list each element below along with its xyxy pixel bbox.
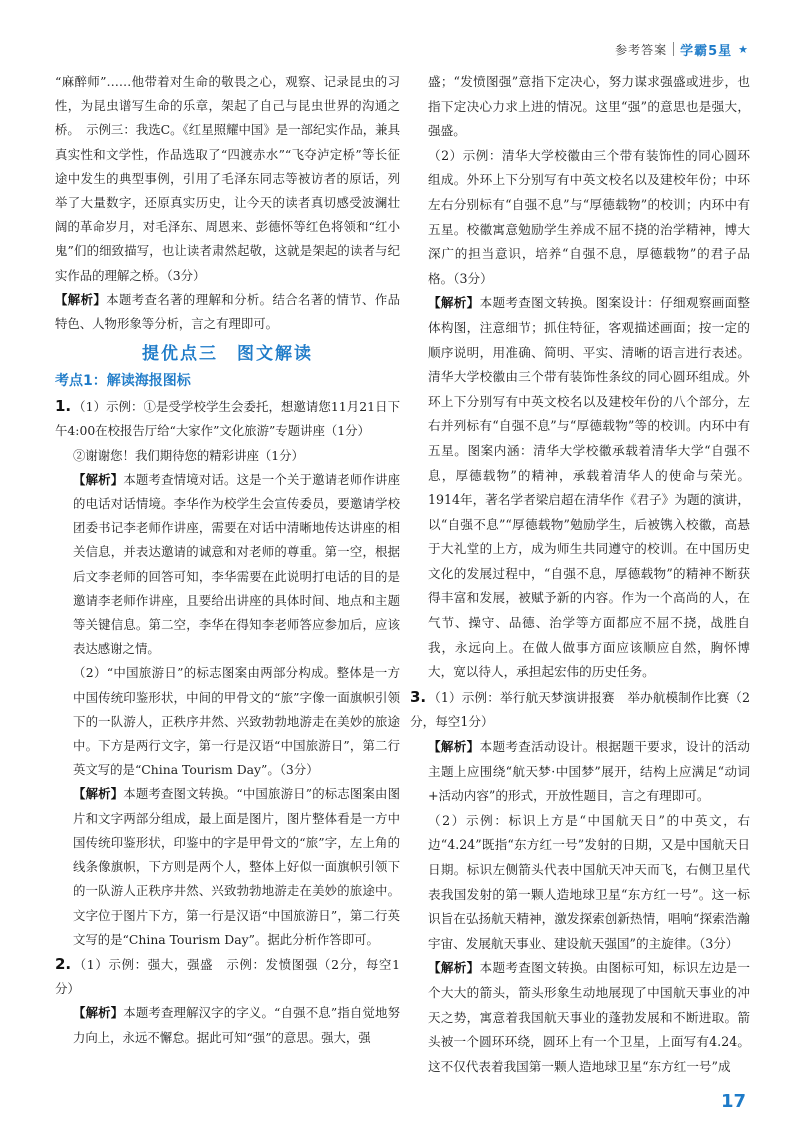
analysis-text: 本题考查图文转换。“中国旅游日”的标志图案由图片和文字两部分组成，最上面是图片，图片整体看是一方中国传统印鉴形状，印鉴中的字是甲骨文的“旅”字，左上角的线条像旗帜，下方则是两个人，整体上好似一面旗帜引领下的一队游人正秩序井然、兴致勃勃地游走在美妙的旅途中。文字位于图片下方，第一行是汉语“中国旅游日”，第二行英文写的是“China Tourism Day”。据此分析作答即可。	[73, 786, 400, 947]
analysis-text: 本题考查活动设计。根据题干要求，设计的活动主题上应围绕“航天梦·中国梦”展开，结构上应满足“动词+活动内容”的形式，开放性题目，言之有理即可。	[428, 739, 751, 804]
analysis-text: 本题考查图文转换。由图标可知，标识左边是一个大大的箭头，箭头形象生动地展现了中国航天事业的冲天之势，寓意着我国航天事业的蓬勃发展和不断进取。箭头被一个圆环环绕，圆环上有一个卫星，上面写有4.24。这不仅代表着我国第一颗人造地球卫星“东方红一号”成	[428, 960, 751, 1074]
analysis-paragraph	[55, 782, 400, 951]
section-title: 提优点三 图文解读	[142, 344, 313, 365]
left-column	[55, 70, 400, 1050]
question-2-answer-1	[55, 952, 400, 1001]
analysis-paragraph	[428, 291, 750, 685]
header-divider	[673, 42, 674, 56]
analysis-text: 本题考查图文转换。图案设计：仔细观察画面整体构图，注意细节；抓住特征，客观描述画面；按一定的顺序说明，用准确、简明、平实、清晰的语言进行表述。清华大学校徽由三个带有装饰性条纹的同心圆环组成。外环上下分别写有中英文校名以及建校年份的八个部分，左右并列标有“自强不息”与“厚德载物”等的校训。内环中有五星。图案内涵：清华大学校徽承载着清华大学“自强不息，厚德载物”的精神，承载着清华人的使命与荣光。1914年，著名学者梁启超在清华作《君子》为题的演讲，以“自强不息”“厚德载物”勉励学生，后被镌入校徽，高悬于大礼堂的上方，成为师生共同遵守的校训。在中国历史文化的发展过程中，“自强不息，厚德载物”的精神不断获得丰富和发展，被赋予新的内容。作为一个高尚的人，在气节、操守、品德、治学等方面都应不屈不挠，战胜自我，永远向上。在做人做事方面应该顺应自然，胸怀博大，宽以待人，承担起宏伟的历史任务。	[428, 295, 751, 680]
analysis-label: 【解析】	[428, 960, 480, 976]
question-2-answer-2: （2）示例：清华大学校徽由三个带有装饰性的同心圆环组成。外环上下分别写有中英文校名以及建校年份；中环左右分别标有“自强不息”与“厚德载物”的校训；内环中有五星。校徽寓意勉励学生养成不屈不挠的治学精神，博大深广的担当意识，培养“自强不息，厚德载物”的君子品格。（3分）	[428, 147, 750, 286]
brand-logo: 学霸5星	[680, 43, 733, 59]
analysis-paragraph	[428, 735, 750, 809]
answer-text: （1）示例：①是受学校学生会委托，想邀请您11月21日下午4:00在校报告厅给“大家作”文化旅游”专题讲座（1分）	[55, 399, 400, 439]
analysis-label: 【解析】	[428, 739, 480, 755]
analysis-paragraph	[55, 468, 400, 662]
answer-paragraph: 盛；“发愤图强”意指下定决心，努力谋求强盛或进步，也指下定决心力求上进的情况。这里“强”的意思也是强大，强盛。	[428, 74, 750, 139]
right-column	[410, 70, 751, 1079]
question-1-answer-2: （2）“中国旅游日”的标志图案由两部分构成。整体是一方中国传统印鉴形状，中间的甲骨文的“旅”字像一面旗帜引领下的一队游人，正秩序井然、兴致勃勃地游走在美妙的旅途中。下方是两行文字，第一行是汉语“中国旅游日”，第二行英文写的是“China Tourism Day”。（3分）	[73, 665, 400, 778]
analysis-paragraph	[428, 956, 750, 1079]
answer-text: （1）示例：强大，强盛 示例：发愤图强（2分，每空1分）	[55, 956, 400, 997]
question-3-answer-2: （2）示例：标识上方是“中国航天日”的中英文，右边“4.24”既指“东方红一号”发射的日期，又是中国航天日日期。标识左侧箭头代表中国航天冲天而飞，右侧卫星代表我国发射的第一颗人造地球卫星“东方红一号”。这一标识旨在弘扬航天精神，激发探索创新热情，唱响“探索浩瀚宇宙、发展航天事业、建设航天强国”的主旋律。（3分）	[428, 812, 750, 951]
analysis-paragraph	[55, 1001, 400, 1049]
answers-label: 参考答案	[615, 42, 668, 57]
analysis-label: 【解析】	[428, 295, 480, 311]
star-icon: ★	[738, 42, 748, 56]
question-number: 1.	[55, 397, 72, 416]
question-1-answer-1b: ②谢谢您！我们期待您的精彩讲座（1分）	[73, 447, 304, 463]
analysis-text: 本题考查名著的理解和分析。结合名著的情节、作品特色、人物形象等分析，言之有理即可。	[55, 291, 401, 332]
answer-text: （1）示例：举行航天梦演讲报赛 举办航模制作比赛（2分，每空1分）	[410, 689, 750, 730]
analysis-label: 【解析】	[55, 291, 107, 307]
analysis-label: 【解析】	[73, 471, 124, 487]
analysis-text: 本题考查理解汉字的字义。“自强不息”指自觉地努力向上，永远不懈怠。据此可知“强”的意思。强大，强	[73, 1005, 400, 1045]
question-number: 3.	[410, 687, 427, 706]
analysis-label: 【解析】	[73, 1005, 124, 1021]
page-header	[615, 38, 748, 60]
question-1-answer-1	[55, 394, 400, 443]
page-number: 17	[720, 1091, 746, 1112]
answer-paragraph: “麻醉师”……他带着对生命的敬畏之心，观察、记录昆虫的习性，为昆虫谱写生命的乐章，架起了自己与昆虫世界的沟通之桥。 示例三：我选C。《红星照耀中国》是一部纪实作品，兼具真实性和文学性，作品选取了“四渡赤水”“飞夺泸定桥”等长征途中发生的典型事例，引用了毛泽东同志等被访者的原话，列举了大量数字，还原真实历史，让今天的读者真切感受波澜壮阔的革命岁月，对毛泽东、周恩来、彭德怀等红色将领和“红小鬼”们的细致描写，也让读者肃然起敬，这就是架起的读者与纪实作品的理解之桥。（3分）	[55, 74, 400, 283]
analysis-text: 本题考查情境对话。这是一个关于邀请老师作讲座的电话对话情境。李华作为校学生会宣传委员，要邀请学校团委书记李老师作讲座，需要在对话中清晰地传达讲座的相关信息，并表达邀请的诚意和对老师的尊重。第一空，根据后文李老师的回答可知，李华需要在此说明打电话的目的是邀请李老师作讲座，且要给出讲座的具体时间、地点和主题等关键信息。第二空，李华在得知李老师答应参加后，应该表达感谢之情。	[73, 471, 401, 657]
analysis-label: 【解析】	[73, 786, 124, 802]
analysis-paragraph	[55, 288, 400, 336]
question-3-answer-1	[410, 685, 750, 735]
topic-heading: 考点1：解读海报图标	[55, 373, 191, 390]
question-number: 2.	[55, 954, 72, 973]
